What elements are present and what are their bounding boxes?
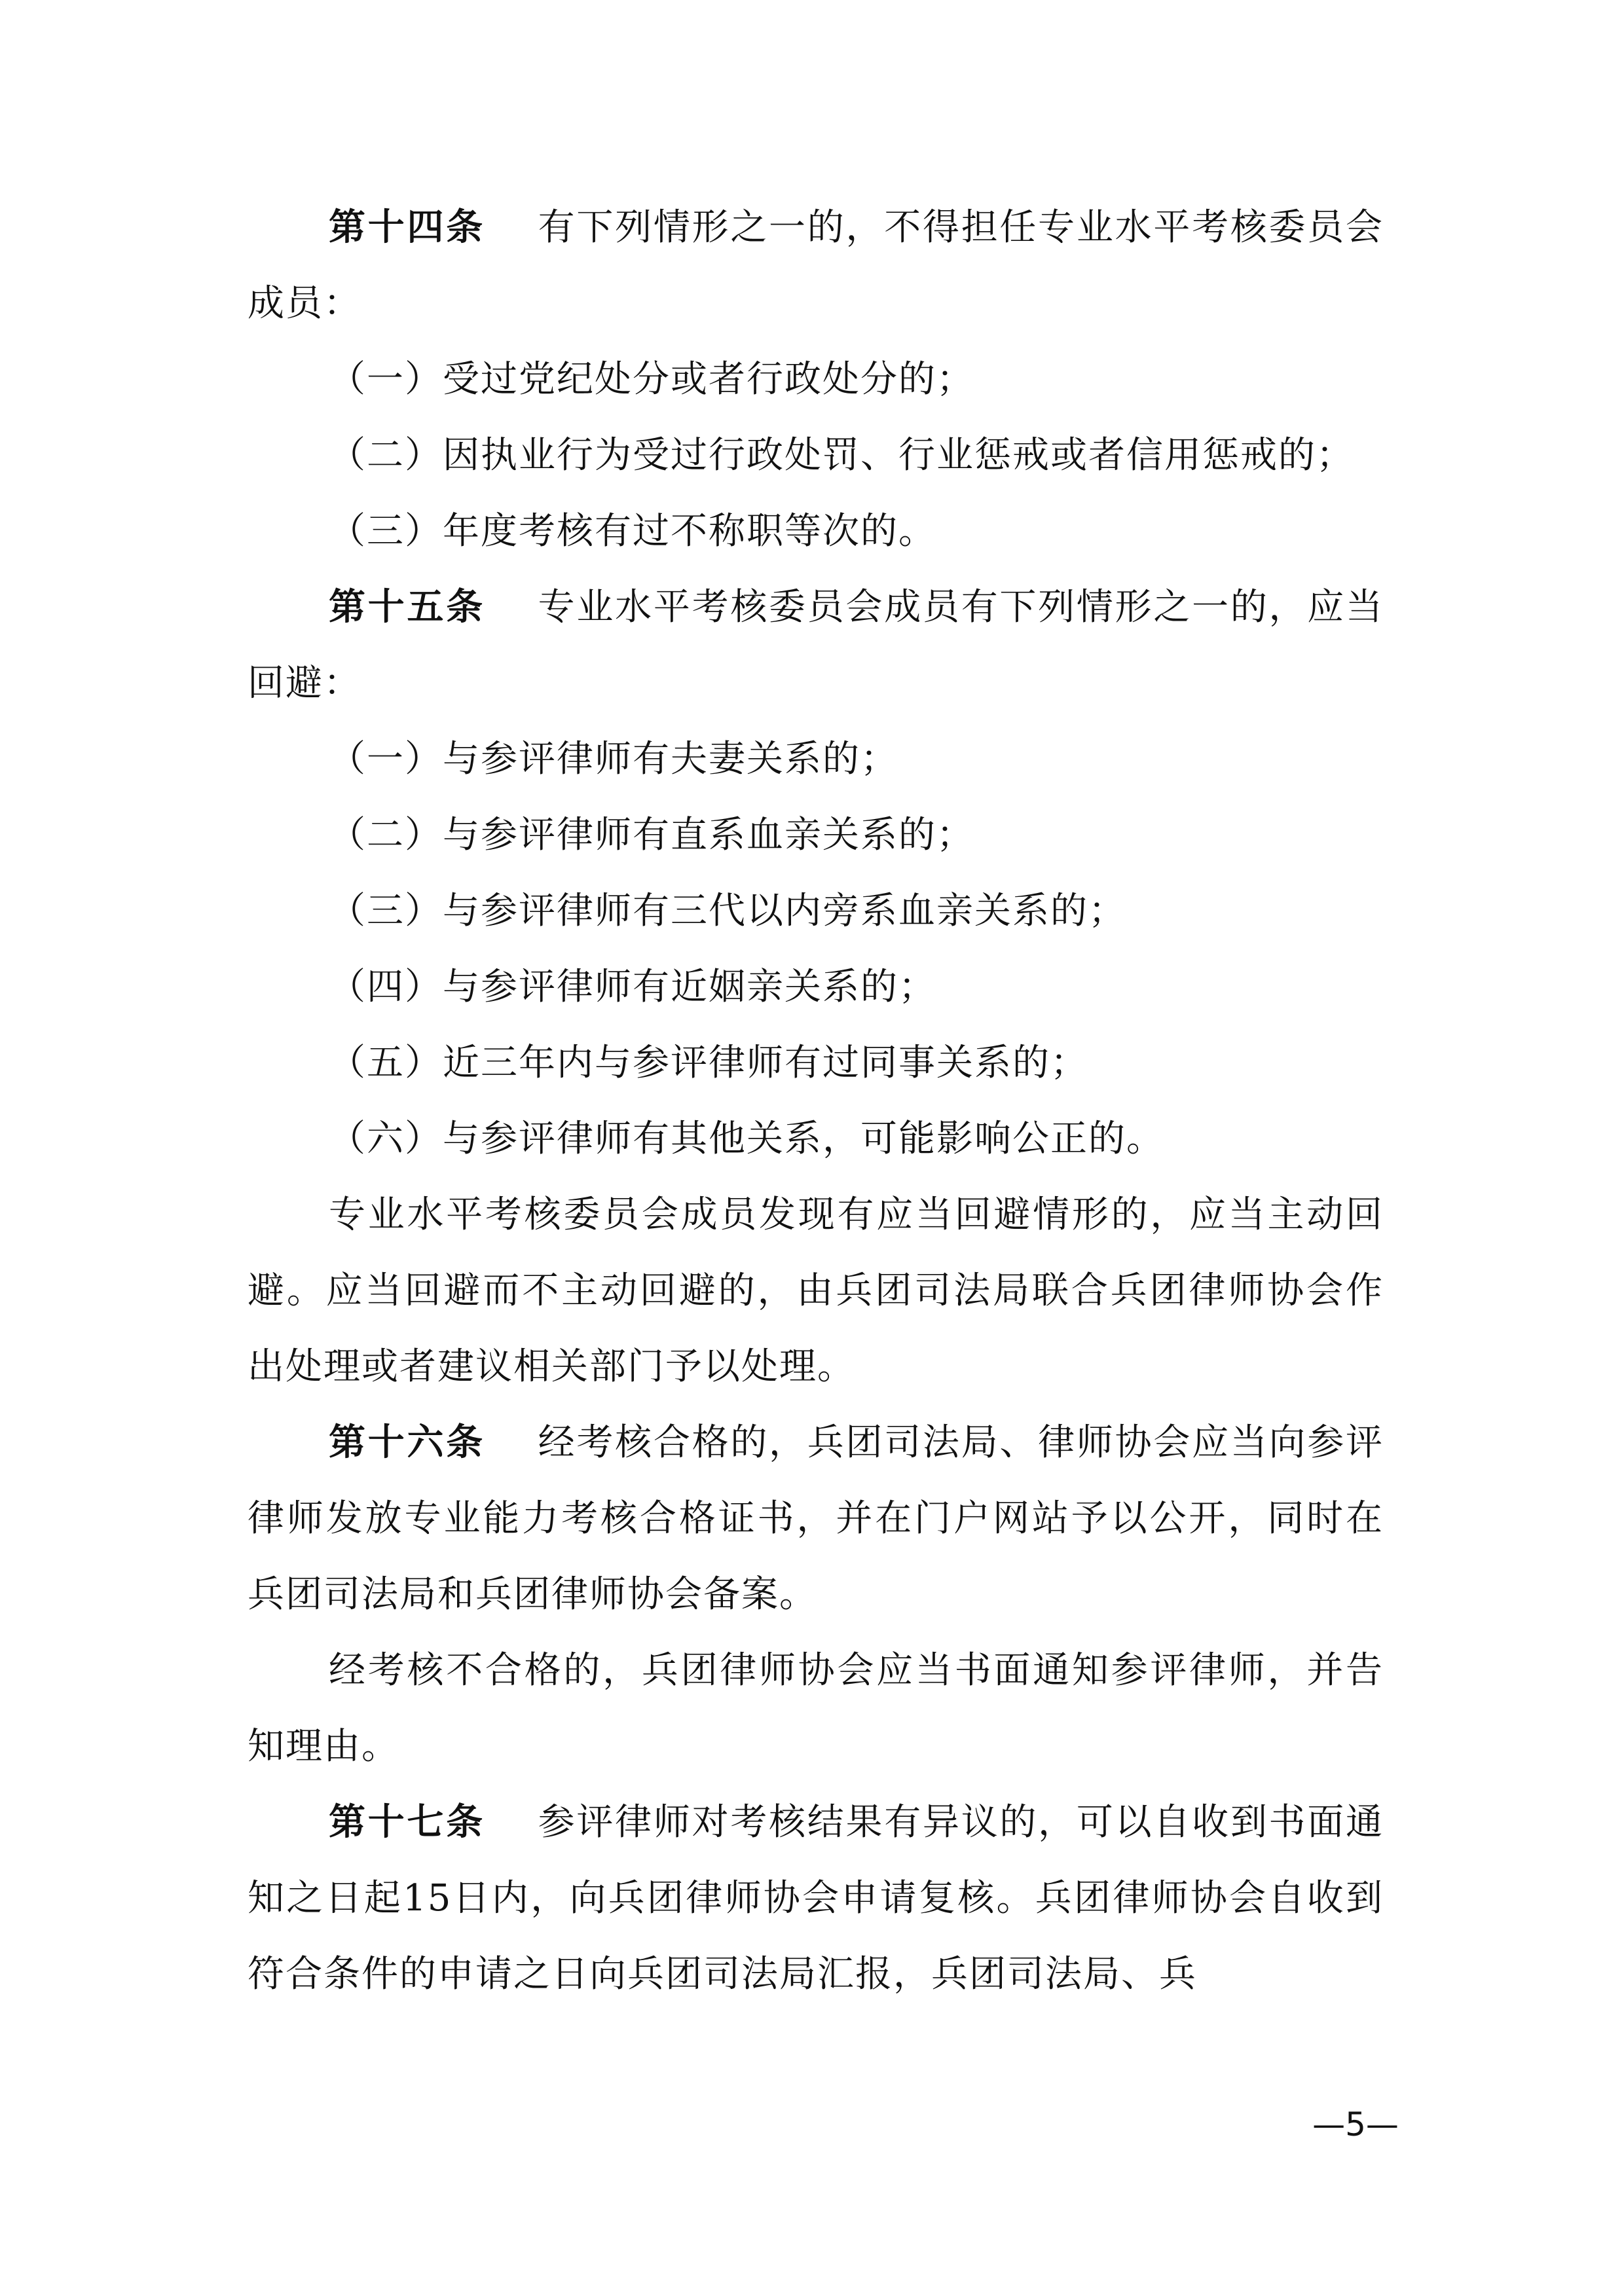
article-16 bbox=[248, 1405, 1384, 1633]
article-15-item-4: （四）与参评律师有近姻亲关系的； bbox=[329, 966, 936, 1008]
article-15-intro: 专业水平考核委员会成员有下列情形之一的，应当回避： bbox=[248, 586, 1384, 704]
article-16-intro: 经考核合格的，兵团司法局、律师协会应当向参评律师发放专业能力考核合格证书，并在门户网站予以公开，同时在兵团司法局和兵团律师协会备案。 bbox=[248, 1421, 1384, 1616]
article-15-item-2: （二）与参评律师有直系血亲关系的； bbox=[329, 814, 974, 856]
article-15-item-6: （六）与参评律师有其他关系，可能影响公正的。 bbox=[329, 1118, 1164, 1160]
article-14-intro: 有下列情形之一的，不得担任专业水平考核委员会成员： bbox=[248, 206, 1384, 325]
article-17-title: 第十七条 bbox=[329, 1801, 485, 1844]
document-body bbox=[248, 190, 1384, 2013]
page-number: —5— bbox=[1312, 2105, 1399, 2143]
article-14-item-2: （二）因执业行为受过行政处罚、行业惩戒或者信用惩戒的； bbox=[329, 434, 1354, 477]
article-14-item-1: （一）受过党纪处分或者行政处分的； bbox=[329, 358, 974, 401]
article-15-title: 第十五条 bbox=[329, 586, 485, 629]
article-15-item-3: （三）与参评律师有三代以内旁系血亲关系的； bbox=[329, 890, 1126, 932]
article-14 bbox=[248, 190, 1384, 342]
article-15-item-1: （一）与参评律师有夫妻关系的； bbox=[329, 738, 898, 780]
article-16-closing: 经考核不合格的，兵团律师协会应当书面通知参评律师，并告知理由。 bbox=[248, 1649, 1384, 1768]
article-17-intro: 参评律师对考核结果有异议的，可以自收到书面通知之日起15日内，向兵团律师协会申请复核。兵团律师协会自收到符合条件的申请之日向兵团司法局汇报，兵团司法局、兵 bbox=[248, 1801, 1384, 1995]
article-14-item-3: （三）年度考核有过不称职等次的。 bbox=[329, 510, 936, 553]
article-15-item-5: （五）近三年内与参评律师有过同事关系的； bbox=[329, 1042, 1088, 1084]
article-15-closing: 专业水平考核委员会成员发现有应当回避情形的，应当主动回避。应当回避而不主动回避的，由兵团司法局联合兵团律师协会作出处理或者建议相关部门予以处理。 bbox=[248, 1194, 1384, 1388]
article-17 bbox=[248, 1785, 1384, 2013]
article-14-title: 第十四条 bbox=[329, 206, 485, 249]
article-16-title: 第十六条 bbox=[329, 1421, 485, 1464]
article-15 bbox=[248, 570, 1384, 721]
